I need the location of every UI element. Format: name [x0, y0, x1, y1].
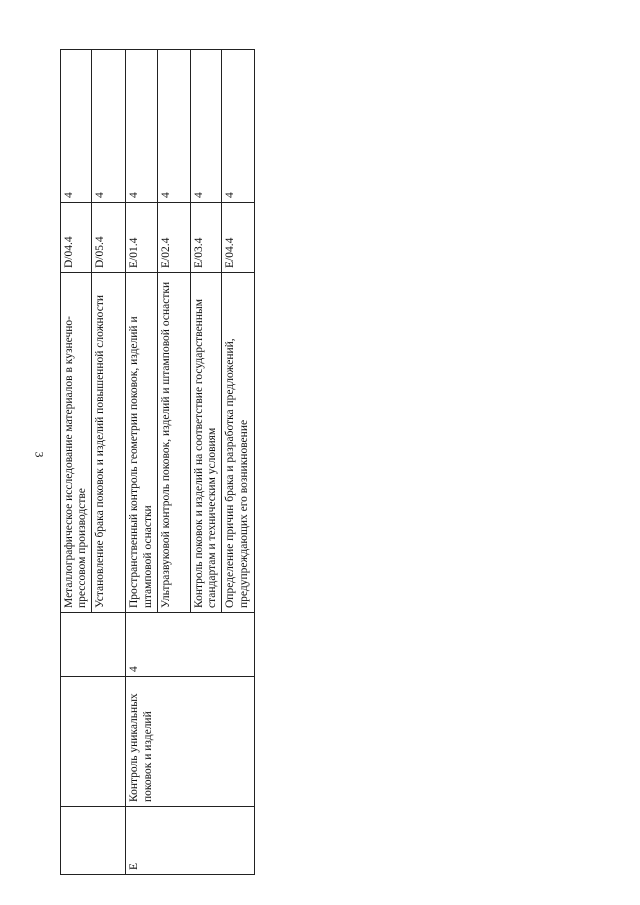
function-name: Определение причин брака и разработка предложений, предупреждающих его возникновение [222, 273, 255, 613]
table-row [126, 50, 157, 875]
function-code: E/02.4 [157, 203, 190, 273]
table-row [61, 50, 92, 875]
function-name: Установление брака поковок и изделий повышенной сложности [92, 273, 126, 613]
function-name: Контроль поковок и изделий на соответствие государственным стандартам и техническим условиям [190, 273, 221, 613]
function-code: E/04.4 [222, 203, 255, 273]
rotated-table-wrapper [60, 50, 250, 875]
function-code: E/03.4 [190, 203, 221, 273]
function-code: D/04.4 [61, 203, 92, 273]
group-level: 4 [126, 613, 255, 677]
function-name: Металлографическое исследование материалов в кузнечно-прессовом производстве [61, 273, 92, 613]
function-level: 4 [222, 50, 255, 203]
function-level: 4 [61, 50, 92, 203]
group-level-cell-empty [61, 613, 126, 677]
group-code-cell-empty [61, 807, 126, 875]
function-code: D/05.4 [92, 203, 126, 273]
function-level: 4 [190, 50, 221, 203]
function-level: 4 [157, 50, 190, 203]
function-name: Ультразвуковой контроль поковок, изделий и штамповой оснастки [157, 273, 190, 613]
function-name: Пространственный контроль геометрии поковок, изделий и штамповой оснастки [126, 273, 157, 613]
group-name-cell-empty [61, 677, 126, 807]
page-number: 3 [32, 451, 47, 458]
group-code: E [126, 807, 255, 875]
function-level: 4 [126, 50, 157, 203]
function-code: E/01.4 [126, 203, 157, 273]
group-name: Контроль уникальных поковок и изделий [126, 677, 255, 807]
labor-functions-table [60, 49, 255, 875]
function-level: 4 [92, 50, 126, 203]
